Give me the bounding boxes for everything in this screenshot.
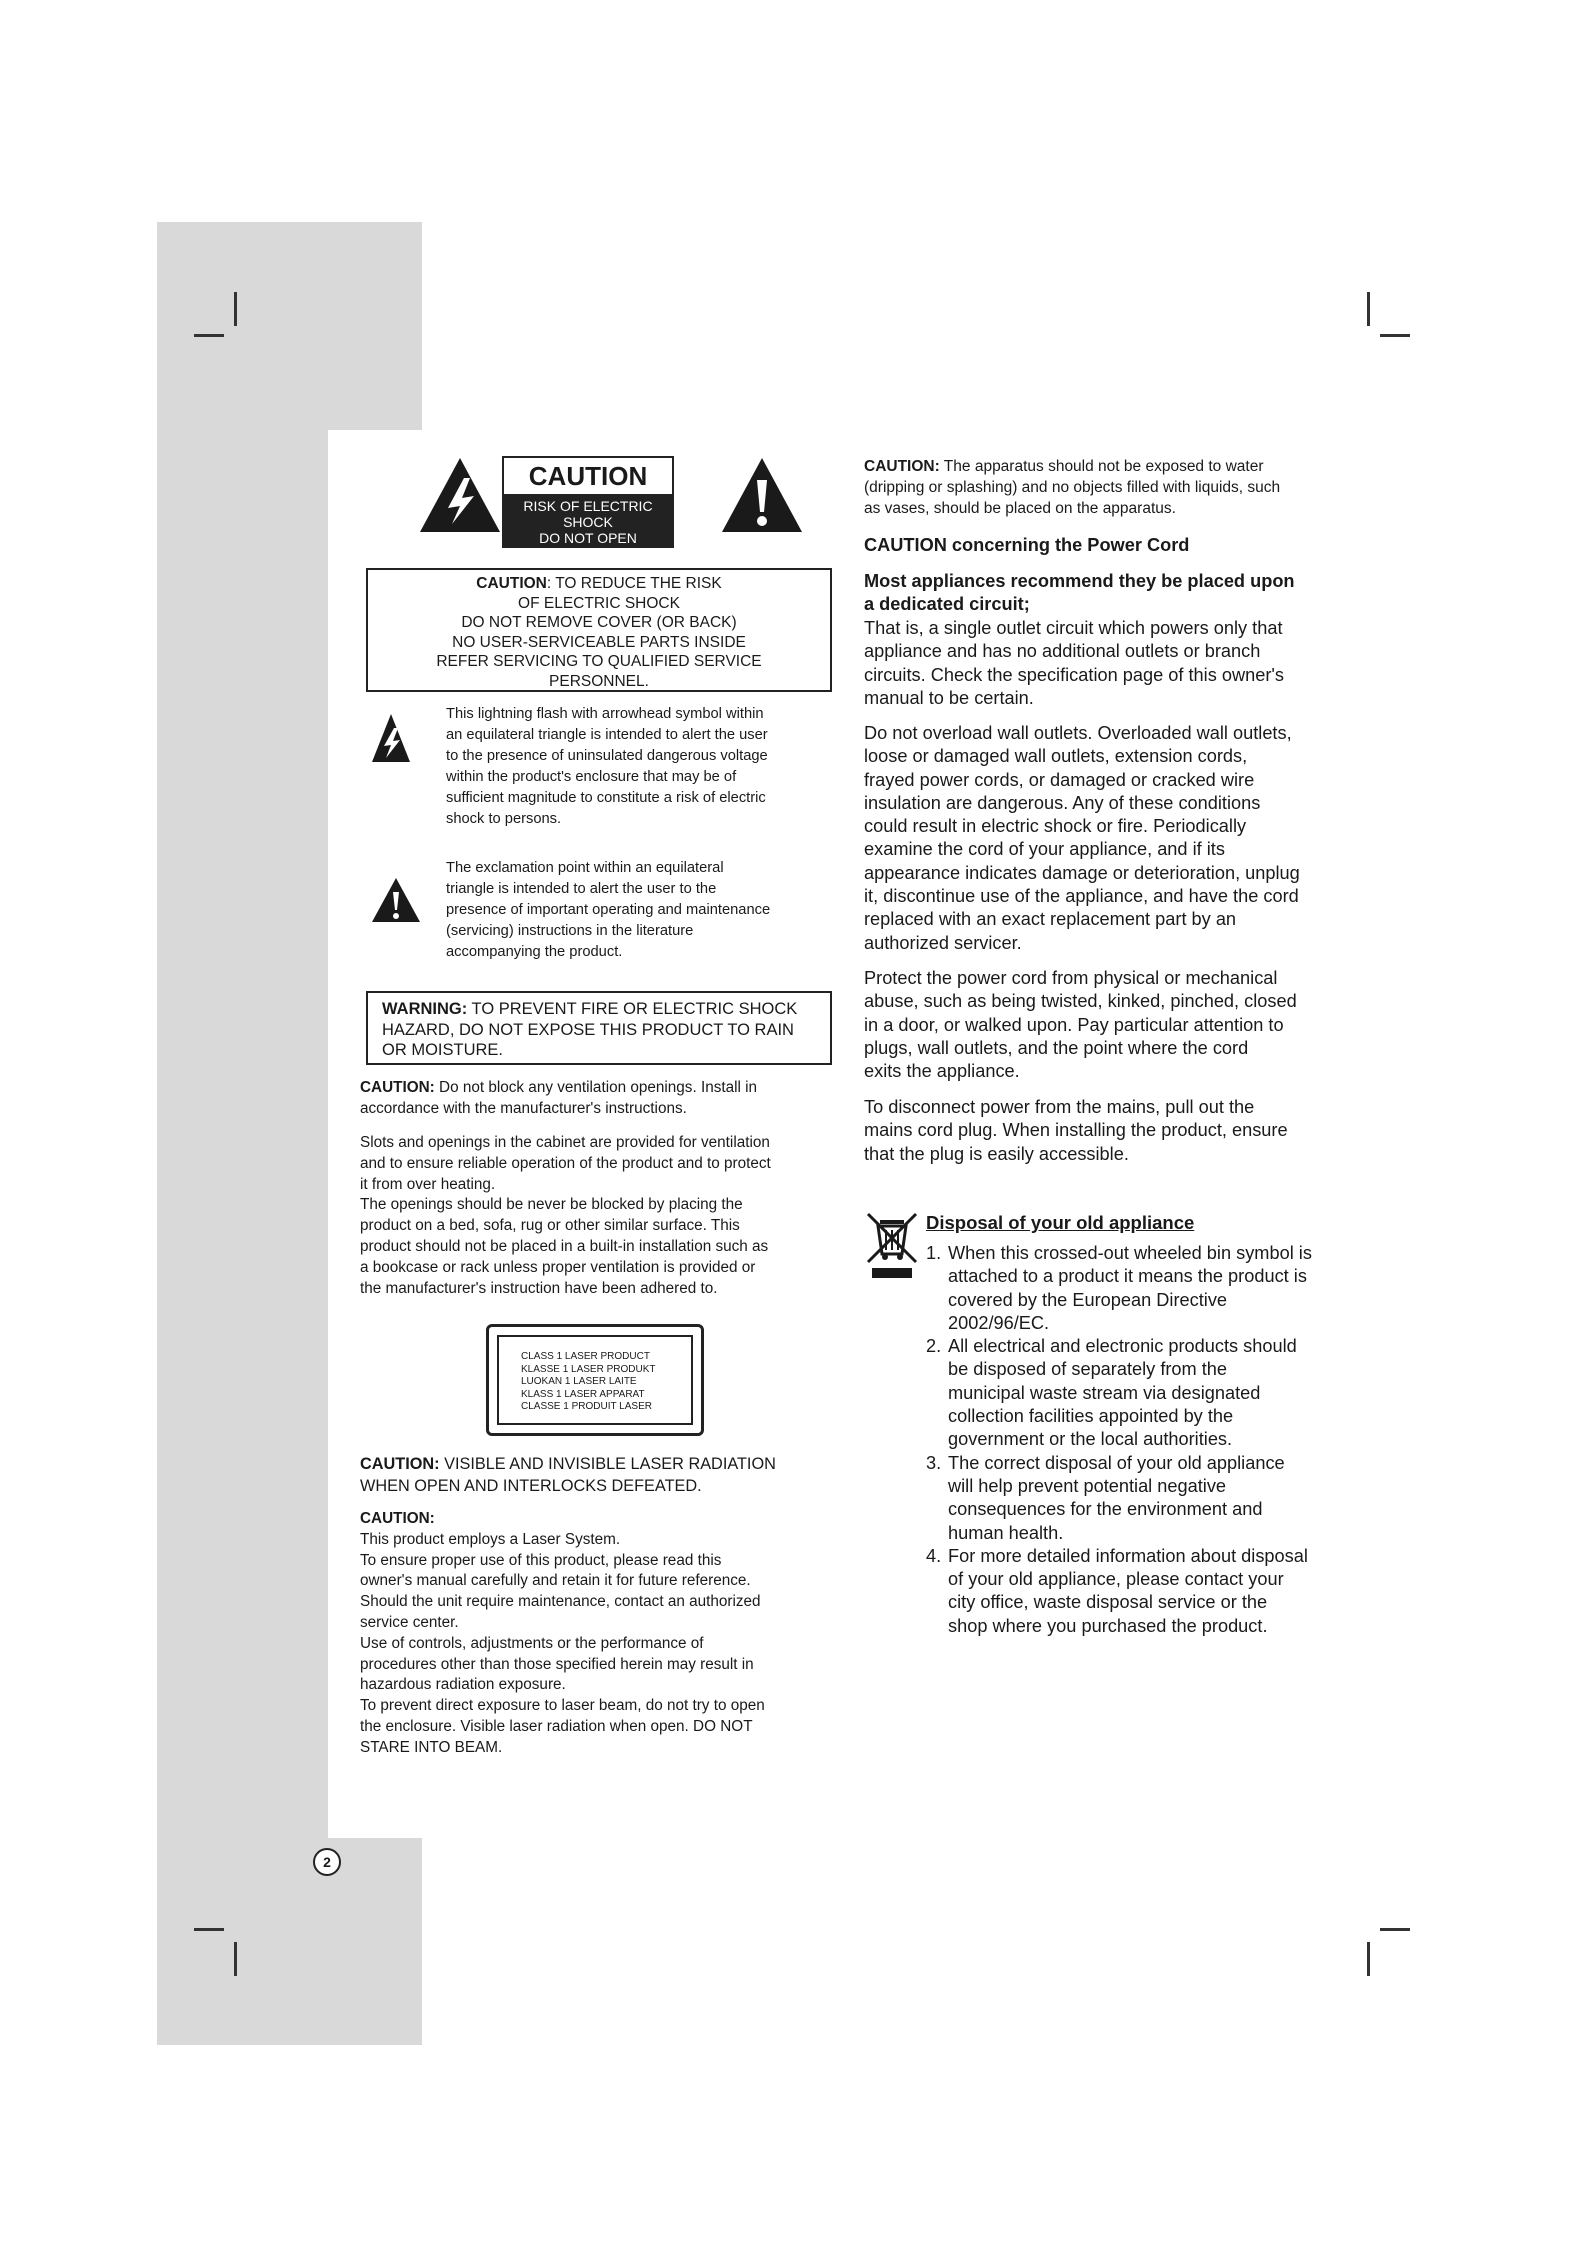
text-line: All electrical and electronic products should (948, 1336, 1297, 1357)
text-line: presence of important operating and maintenance (446, 902, 771, 918)
water-caution-paragraph (864, 456, 1338, 519)
warning-line: OR MOISTURE. (382, 1041, 504, 1059)
text-line: To disconnect power from the mains, pull out the (864, 1097, 1255, 1117)
circuit-paragraph (864, 617, 1338, 710)
caution-box-line: NO USER-SERVICEABLE PARTS INSIDE (452, 633, 746, 651)
exclamation-triangle-icon (370, 876, 422, 924)
text-line: frayed power cords, or damaged or cracked wire (864, 769, 1255, 790)
circuit-heading (864, 570, 1338, 617)
text-line: collection facilities appointed by the (948, 1406, 1234, 1427)
list-item (926, 1335, 1338, 1451)
caution-box-line: PERSONNEL. (549, 672, 649, 690)
text-line: shock to persons. (446, 811, 562, 827)
text-line: appliance and has no additional outlets or branch (864, 641, 1261, 662)
list-item (926, 1545, 1338, 1638)
heading-text: CAUTION concerning the Power Cord (864, 535, 1190, 555)
exclamation-triangle-icon (720, 456, 804, 534)
text-line: product on a bed, sofa, rug or other similar surface. This (360, 1217, 740, 1235)
text-line: (servicing) instructions in the literature (446, 923, 694, 939)
text-line: replaced with an exact replacement part by an (864, 909, 1237, 930)
text-line: it from over heating. (360, 1175, 496, 1193)
text-line (360, 1509, 840, 1530)
warning-line: HAZARD, DO NOT EXPOSE THIS PRODUCT TO RAIN (382, 1020, 794, 1039)
crop-mark (1367, 1942, 1370, 1976)
caution-box-text: : TO REDUCE THE RISK (546, 575, 722, 592)
caution-title: CAUTION (502, 456, 674, 496)
crop-mark (1380, 334, 1410, 337)
overload-paragraph (864, 722, 1338, 955)
text-line (360, 1078, 840, 1099)
text-line: STARE INTO BEAM. (360, 1738, 503, 1756)
laser-product-label (486, 1324, 704, 1436)
text-line: in a door, or walked upon. Pay particular attention to (864, 1014, 1284, 1035)
protect-paragraph (864, 967, 1338, 1083)
text-line: of your old appliance, please contact your (948, 1569, 1284, 1590)
caution-banner (418, 452, 804, 546)
text-line: Do not overload wall outlets. Overloaded wall outlets, (864, 723, 1292, 743)
text-line: covered by the European Directive (948, 1289, 1228, 1310)
caution-subtitle-line: RISK OF ELECTRIC SHOCK (523, 498, 653, 530)
caution-box-line: REFER SERVICING TO QUALIFIED SERVICE (436, 653, 762, 670)
caution-subtitle (502, 496, 674, 548)
text-line: loose or damaged wall outlets, extension cords, (864, 746, 1248, 767)
text-line: hazardous radiation exposure. (360, 1676, 566, 1694)
list-number: 1. (926, 1243, 942, 1263)
text-line: and to ensure reliable operation of the product and to protect (360, 1154, 771, 1172)
text-line: This product employs a Laser System. (360, 1530, 621, 1548)
text-line: to the presence of uninsulated dangerous voltage (446, 748, 768, 764)
text-line: exits the appliance. (864, 1061, 1020, 1082)
lightning-text (446, 704, 832, 830)
caution-box-line (368, 574, 830, 594)
text-line: insulation are dangerous. Any of these conditions (864, 792, 1261, 813)
text-line: a bookcase or rack unless proper ventilation is provided or (360, 1258, 756, 1276)
text-line: For more detailed information about disposal (948, 1545, 1308, 1566)
text-line: abuse, such as being twisted, kinked, pinched, closed (864, 991, 1297, 1012)
power-cord-heading (864, 534, 1338, 557)
text-line: an equilateral triangle is intended to alert the user (446, 727, 768, 743)
text-line: accompanying the product. (446, 944, 623, 960)
laser-label-inner (497, 1335, 693, 1425)
text-line: service center. (360, 1613, 459, 1631)
slots-paragraph (360, 1133, 840, 1299)
text-line: could result in electric shock or fire. Periodically (864, 816, 1247, 837)
text-line: the enclosure. Visible laser radiation when open. DO NOT (360, 1717, 753, 1735)
crop-mark (1380, 1928, 1410, 1931)
laser-caution-paragraph (360, 1454, 840, 1497)
laser-system-lead: CAUTION: (360, 1510, 435, 1527)
text-line: as vases, should be placed on the apparatus. (864, 500, 1176, 517)
text-line: mains cord plug. When installing the product, ensure (864, 1120, 1288, 1141)
text-line: The exclamation point within an equilateral (446, 860, 724, 876)
text-line: WHEN OPEN AND INTERLOCKS DEFEATED. (360, 1476, 702, 1495)
text-line: The openings should be never be blocked by placing the (360, 1196, 743, 1214)
text-line: Should the unit require maintenance, contact an authorized (360, 1593, 761, 1611)
caution-box (366, 568, 832, 692)
text-line: municipal waste stream via designated (948, 1382, 1261, 1403)
text-line: circuits. Check the specification page of this owner's (864, 664, 1284, 685)
exclamation-text (446, 858, 832, 963)
text-line: human health. (948, 1522, 1064, 1543)
laser-label-line: LUOKAN 1 LASER LAITE (521, 1376, 637, 1387)
text-line: it, discontinue use of the appliance, and have the cord (864, 886, 1299, 907)
text-line: That is, a single outlet circuit which powers only that (864, 618, 1283, 638)
text-line: This lightning flash with arrowhead symbol within (446, 706, 764, 722)
laser-caution-lead: CAUTION: (360, 1455, 440, 1473)
text-line: The correct disposal of your old appliance (948, 1452, 1285, 1473)
text-line: government or the local authorities. (948, 1429, 1233, 1450)
list-number: 3. (926, 1452, 942, 1473)
laser-caution-text: VISIBLE AND INVISIBLE LASER RADIATION (439, 1455, 776, 1473)
heading-line: Most appliances recommend they be placed upon (864, 571, 1295, 591)
list-number: 4. (926, 1545, 942, 1566)
text-line: within the product's enclosure that may be of (446, 769, 737, 785)
water-text: The apparatus should not be exposed to water (939, 458, 1264, 475)
warning-lead: WARNING: (382, 1000, 468, 1018)
laser-label-line: CLASSE 1 PRODUIT LASER (521, 1401, 652, 1412)
disconnect-paragraph (864, 1096, 1338, 1166)
ventilation-text: Do not block any ventilation openings. Install in (434, 1079, 758, 1096)
crop-mark (234, 292, 237, 326)
caution-box-line: OF ELECTRIC SHOCK (518, 594, 680, 612)
warning-box (366, 991, 832, 1065)
list-item (926, 1452, 1338, 1545)
text-line: appearance indicates damage or deterioration, unplug (864, 862, 1300, 883)
text-line: consequences for the environment and (948, 1499, 1263, 1520)
text-line: product should not be placed in a built-in installation such as (360, 1237, 769, 1255)
crop-mark (1367, 292, 1370, 326)
lightning-triangle-icon (370, 712, 412, 764)
text-line: be disposed of separately from the (948, 1359, 1228, 1380)
crop-mark (234, 1942, 237, 1976)
text-line: To ensure proper use of this product, please read this (360, 1551, 722, 1569)
text-line: shop where you purchased the product. (948, 1615, 1268, 1636)
warning-text: TO PREVENT FIRE OR ELECTRIC SHOCK (467, 1000, 798, 1018)
disposal-list (926, 1242, 1338, 1638)
caution-box-line: DO NOT REMOVE COVER (OR BACK) (461, 614, 737, 631)
text-line: that the plug is easily accessible. (864, 1143, 1129, 1164)
text-line: Use of controls, adjustments or the performance of (360, 1634, 704, 1652)
text-line: 2002/96/EC. (948, 1312, 1050, 1333)
text-line: attached to a product it means the product is (948, 1266, 1307, 1287)
text-line: (dripping or splashing) and no objects filled with liquids, such (864, 479, 1281, 496)
heading-line: a dedicated circuit; (864, 594, 1030, 615)
page-number: 2 (313, 1848, 341, 1876)
crop-mark (194, 1928, 224, 1931)
laser-system-paragraph (360, 1509, 840, 1759)
text-line: authorized servicer. (864, 932, 1022, 953)
text-line: sufficient magnitude to constitute a risk of electric (446, 790, 766, 806)
crop-mark (194, 334, 224, 337)
warning-line (382, 999, 816, 1020)
text-line: city office, waste disposal service or the (948, 1592, 1268, 1613)
ventilation-paragraph (360, 1078, 840, 1120)
text-line: manual to be certain. (864, 687, 1034, 708)
ventilation-lead: CAUTION: (360, 1079, 435, 1096)
laser-label-line: CLASS 1 LASER PRODUCT (521, 1351, 650, 1362)
text-line: Slots and openings in the cabinet are provided for ventilation (360, 1134, 770, 1151)
list-number: 2. (926, 1336, 942, 1357)
text-line: owner's manual carefully and retain it for future reference. (360, 1572, 751, 1590)
text-line: the manufacturer's instruction have been adhered to. (360, 1279, 718, 1297)
laser-label-line: KLASS 1 LASER APPARAT (521, 1388, 645, 1400)
disposal-heading: Disposal of your old appliance (926, 1212, 1195, 1233)
caution-lead: CAUTION (476, 575, 547, 592)
text-line: examine the cord of your appliance, and if its (864, 839, 1225, 860)
text-line (360, 1454, 840, 1476)
water-lead: CAUTION: (864, 458, 940, 475)
text-line: plugs, wall outlets, and the point where the cord (864, 1037, 1249, 1058)
caution-subtitle-line: DO NOT OPEN (539, 530, 637, 546)
text-line (864, 456, 1338, 477)
text-line: will help prevent potential negative (948, 1475, 1227, 1496)
text-line: When this crossed-out wheeled bin symbol is (948, 1243, 1312, 1263)
text-line: accordance with the manufacturer's instructions. (360, 1099, 687, 1117)
crossed-out-bin-icon (864, 1210, 920, 1280)
text-line: To prevent direct exposure to laser beam, do not try to open (360, 1697, 765, 1715)
text-line: procedures other than those specified herein may result in (360, 1655, 754, 1673)
lightning-triangle-icon (418, 456, 502, 534)
list-item (926, 1242, 1338, 1335)
caution-banner-box (502, 456, 674, 548)
laser-label-line: KLASSE 1 LASER PRODUKT (521, 1363, 656, 1375)
text-line: triangle is intended to alert the user to the (446, 881, 717, 897)
text-line: Protect the power cord from physical or mechanical (864, 968, 1278, 988)
